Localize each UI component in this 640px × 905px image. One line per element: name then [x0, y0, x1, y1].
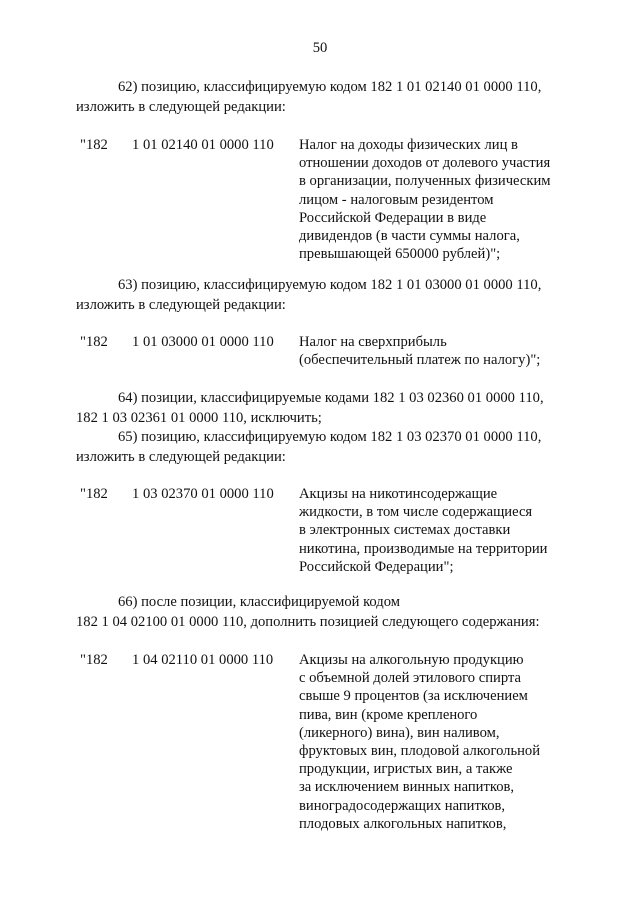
- paragraph-line: 62) позицию, классифицируемую кодом 182 1 01 02140 01 0000 110,: [118, 79, 542, 95]
- description-line: Налог на сверхприбыль: [299, 334, 447, 350]
- paragraph-66: [76, 593, 564, 632]
- description-line: в электронных системах доставки: [299, 522, 511, 539]
- code-prefix: "182: [80, 652, 108, 668]
- description-line: жидкости, в том числе содержащиеся: [299, 504, 533, 521]
- paragraph-line: 182 1 03 02361 01 0000 110, исключить;: [76, 409, 322, 426]
- budget-code: 1 04 02110 01 0000 110: [132, 652, 274, 668]
- description-line: Акцизы на алкогольную продукцию: [299, 652, 524, 668]
- description-line: Налог на доходы физических лиц в: [299, 137, 518, 153]
- paragraph-line-justified: [76, 593, 564, 613]
- paragraph-line: 182 1 04 02100 01 0000 110, дополнить позицией следующего содержания:: [76, 613, 540, 630]
- description-line: (ликерного) вина), вин наливом,: [299, 724, 500, 741]
- paragraph-64: [76, 389, 564, 428]
- paragraph-65: [76, 428, 564, 467]
- code-description: [299, 136, 569, 263]
- description-line: превышающей 650000 рублей)";: [299, 246, 501, 263]
- paragraph-line: изложить в следующей редакции:: [76, 98, 286, 115]
- code-description: [299, 485, 569, 576]
- description-line: плодовых алкогольных напитков,: [299, 815, 507, 832]
- description-line: фруктовых вин, плодовой алкогольной: [299, 743, 541, 760]
- budget-code: 1 01 02140 01 0000 110: [132, 137, 274, 153]
- budget-code: 1 03 02370 01 0000 110: [132, 486, 274, 502]
- description-line: в организации, полученных физическим: [299, 173, 551, 190]
- description-line: продукции, игристых вин, а также: [299, 761, 513, 778]
- description-line: лицом - налоговым резидентом: [299, 191, 494, 208]
- word: кодом: [363, 594, 400, 610]
- paragraph-line: 64) позиции, классифицируемые кодами 182 1 03 02360 01 0000 110,: [118, 390, 544, 406]
- code-prefix: "182: [80, 137, 108, 153]
- description-line: Российской Федерации";: [299, 558, 454, 575]
- budget-code: 1 01 03000 01 0000 110: [132, 334, 274, 350]
- description-line: (обеспечительный платеж по налогу)";: [299, 352, 541, 369]
- description-line: за исключением винных напитков,: [299, 779, 515, 796]
- paragraph-62: [76, 78, 564, 117]
- word: 66) после: [118, 594, 177, 610]
- description-line: никотина, производимые на территории: [299, 540, 548, 557]
- paragraph-line: изложить в следующей редакции:: [76, 296, 286, 313]
- description-line: Акцизы на никотинсодержащие: [299, 486, 498, 502]
- paragraph-63: [76, 276, 564, 315]
- code-prefix: "182: [80, 486, 108, 502]
- paragraph-line: 65) позицию, классифицируемую кодом 182 1 03 02370 01 0000 110,: [118, 429, 542, 445]
- page-number: 50: [312, 40, 328, 56]
- description-line: дивидендов (в части суммы налога,: [299, 228, 520, 245]
- code-description: [299, 651, 569, 833]
- description-line: свыше 9 процентов (за исключением: [299, 688, 528, 705]
- description-line: виноградосодержащих напитков,: [299, 797, 506, 814]
- description-line: отношении доходов от долевого участия: [299, 155, 551, 172]
- description-line: пива, вин (кроме крепленого: [299, 706, 478, 723]
- description-line: Российской Федерации в виде: [299, 209, 487, 226]
- code-prefix: "182: [80, 334, 108, 350]
- paragraph-line: изложить в следующей редакции:: [76, 448, 286, 465]
- paragraph-line: 63) позицию, классифицируемую кодом 182 1 01 03000 01 0000 110,: [118, 277, 542, 293]
- code-description: [299, 333, 569, 369]
- description-line: с объемной долей этилового спирта: [299, 670, 521, 687]
- word: позиции,: [180, 594, 237, 610]
- word: классифицируемой: [239, 594, 360, 610]
